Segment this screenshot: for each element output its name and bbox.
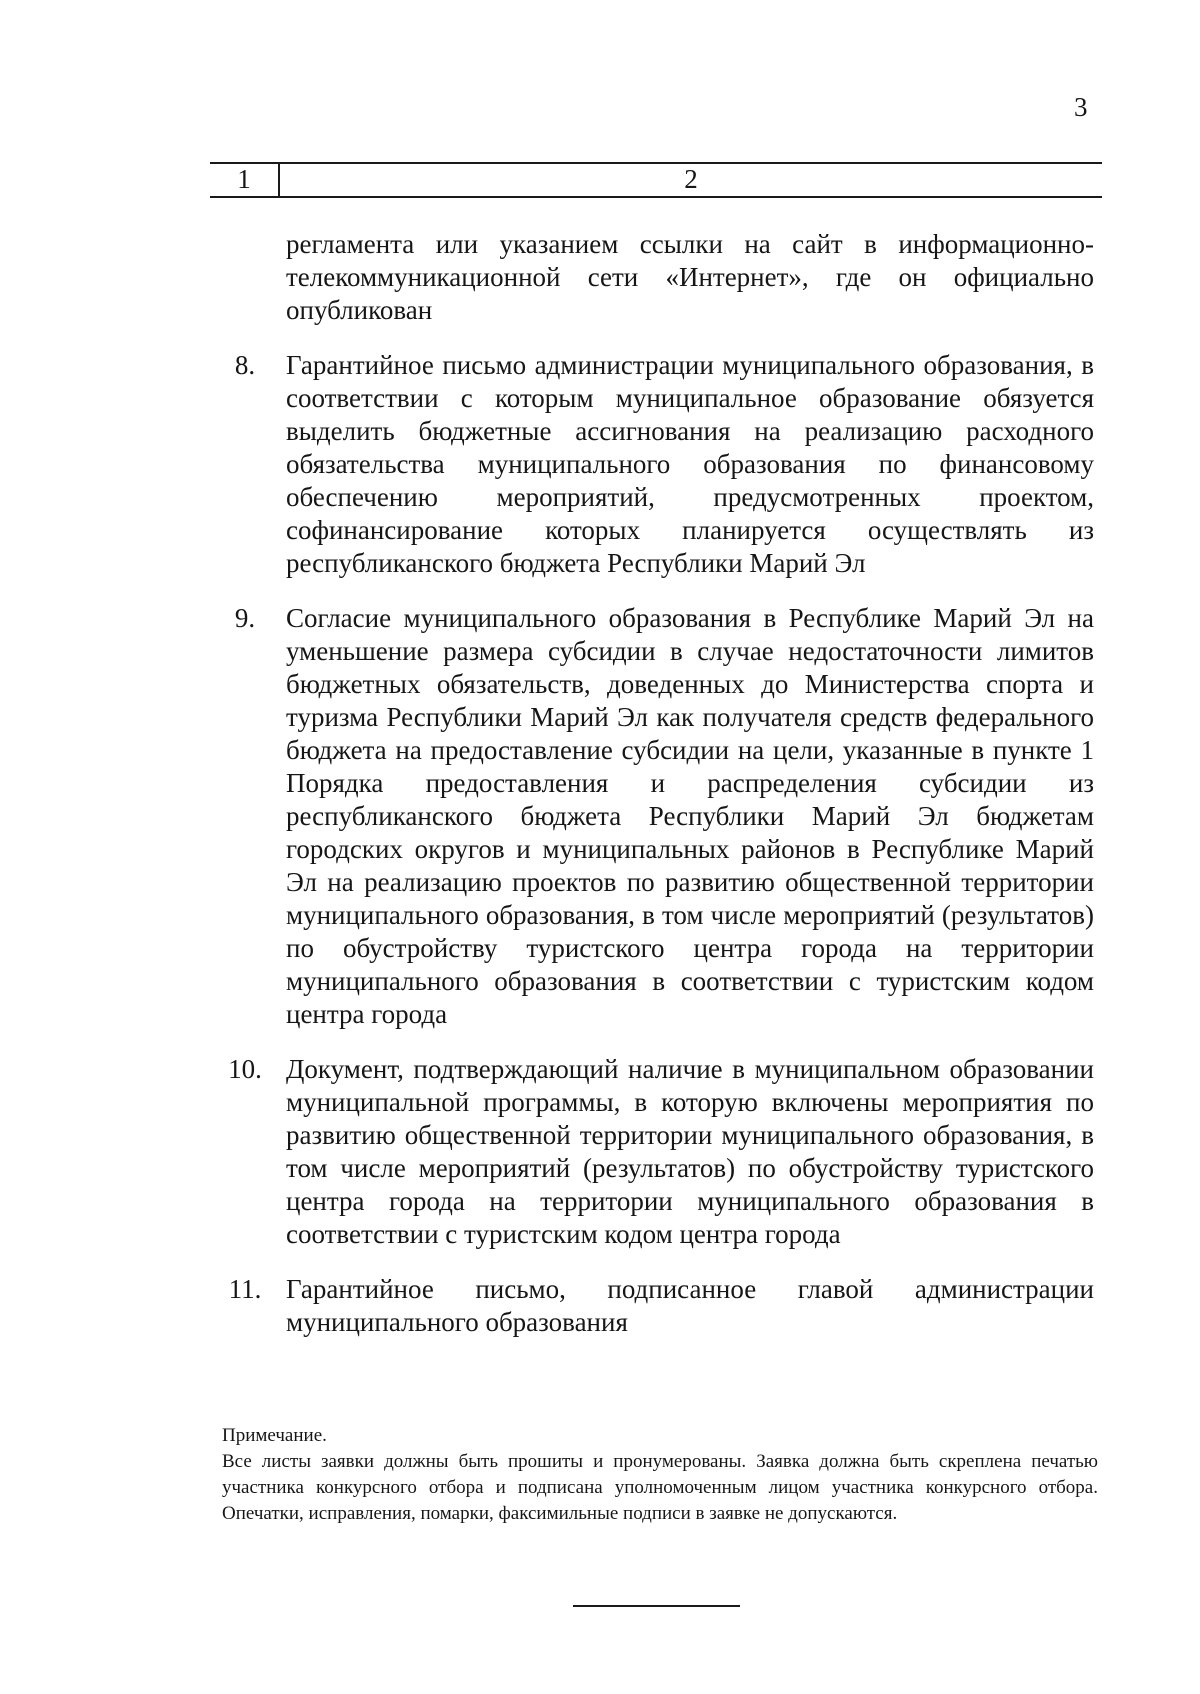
end-divider (573, 1605, 740, 1607)
table-header-col-2: 2 (684, 164, 698, 194)
table-row (210, 602, 1102, 1031)
note-title: Примечание. (222, 1425, 327, 1446)
table-header-col-1: 1 (210, 164, 280, 196)
row-text: Гарантийное письмо, подписанное главой администрации муниципального образования (286, 1274, 1094, 1337)
note-text: Все листы заявки должны быть прошиты и пронумерованы. Заявка должна быть скреплена печатью участника конкурсного отбора и подписана уполномоченным лицом участника конкурсного отбора. Опечатки, исправления, помарки, факсимильные подписи в заявке не допускаются. (222, 1451, 1098, 1524)
footnote (222, 1423, 1098, 1527)
table-header (210, 162, 1102, 198)
table-row (210, 349, 1102, 580)
row-text: Документ, подтверждающий наличие в муниципальном образовании муниципальной программы, в которую включены мероприятия по развитию общественной территории муниципального образования, в том числе мероприятий (результатов) по обустройству туристского центра города на территории муниципального образования в соответствии с туристским кодом центра города (286, 1054, 1094, 1249)
row-number: 9. (234, 603, 256, 633)
table-row (210, 228, 1102, 327)
table-row (210, 1053, 1102, 1251)
page-number: 3 (1074, 92, 1088, 122)
table-row (210, 1273, 1102, 1339)
row-number: 11. (228, 1274, 262, 1304)
row-number: 10. (228, 1054, 262, 1084)
row-text: регламента или указанием ссылки на сайт в информационно-телекоммуникационной сети «Интернет», где он официально опубликован (286, 229, 1094, 325)
table-body (210, 228, 1102, 1361)
row-number: 8. (234, 350, 256, 380)
row-text: Согласие муниципального образования в Республике Марий Эл на уменьшение размера субсидии в случае недостаточности лимитов бюджетных обязательств, доведенных до Министерства спорта и туризма Республики Марий Эл как получателя средств федерального бюджета на предоставление субсидии на цели, указанные в пункте 1 Порядка предоставления и распределения субсидии из республиканского бюджета Республики Марий Эл бюджетам городских округов и муниципальных районов в Республике Марий Эл на реализацию проектов по развитию общественной территории муниципального образования, в том числе мероприятий (результатов) по обустройству туристского центра города на территории муниципального образования в соответствии с туристским кодом центра города (286, 603, 1094, 1029)
row-text: Гарантийное письмо администрации муниципального образования, в соответствии с которым муниципальное образование обязуется выделить бюджетные ассигнования на реализацию расходного обязательства муниципального образования по финансовому обеспечению мероприятий, предусмотренных проектом, софинансирование которых планируется осуществлять из республиканского бюджета Республики Марий Эл (286, 350, 1094, 578)
